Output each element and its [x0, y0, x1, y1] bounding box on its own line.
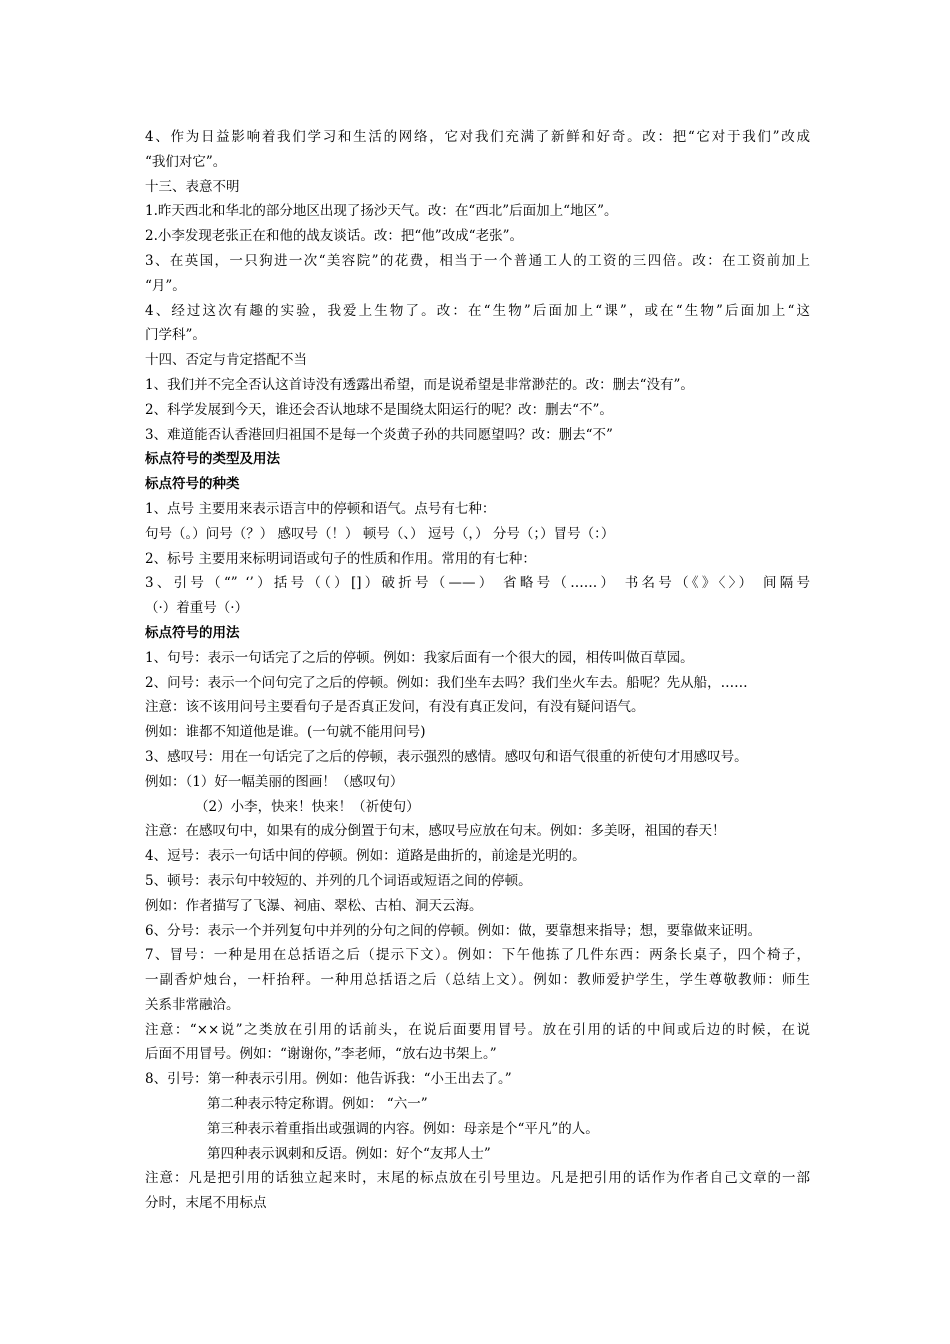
document-body — [145, 125, 810, 1216]
text-line: 3、感叹号：用在一句话完了之后的停顿，表示强烈的感情。感叹句和语气很重的祈使句才用感叹号。 — [145, 748, 748, 765]
text-line: 3、难道能否认香港回归祖国不是每一个炎黄子孙的共同愿望吗？改：删去“不” — [145, 426, 613, 443]
text-line: 第四种表示讽刺和反语。例如：好个“友邦人士” — [207, 1145, 491, 1162]
text-line: 1.昨天西北和华北的部分地区出现了扬沙天气。改：在“西北”后面加上“地区”。 — [145, 203, 618, 220]
text-line: 4、逗号：表示一句话中间的停顿。例如：道路是曲折的，前途是光明的。 — [145, 848, 586, 865]
text-line: 6、分号：表示一个并列复句中并列的分句之间的停顿。例如：做，要靠想来指导；想，要靠做来证明。 — [145, 922, 762, 939]
text-line: 1、句号：表示一句话完了之后的停顿。例如：我家后面有一个很大的园，相传叫做百草园。 — [145, 649, 694, 666]
text-line: “月”。 — [145, 277, 186, 294]
text-line: 5、顿号：表示句中较短的、并列的几个词语或短语之间的停顿。 — [145, 872, 532, 889]
text-line: 8、引号：第一种表示引用。例如：他告诉我：“小王出去了。” — [145, 1071, 512, 1088]
text-line: （·）着重号（·） — [145, 600, 249, 617]
text-line: 4、经过这次有趣的实验，我爱上生物了。改：在“生物”后面加上“课”，或在“生物”后面加上“这 — [145, 302, 810, 319]
text-line: 2、科学发展到今天，谁还会否认地球不是围绕太阳运行的呢？改：删去“不”。 — [145, 401, 613, 418]
text-line: 4、作为日益影响着我们学习和生活的网络，它对我们充满了新鲜和好奇。改：把“它对于我们”改成 — [145, 129, 810, 145]
text-line: 3、引号（“” ‘’）括号（（）[]）破折号（——） 省略号（……） 书名号（《》〈〉） 间隔号 — [145, 575, 810, 592]
text-line: （2）小李，快来！快来！（祈使句） — [195, 798, 420, 815]
text-line: 2.小李发现老张正在和他的战友谈话。改：把“他”改成“老张”。 — [145, 228, 523, 245]
text-line: 注意：在感叹句中，如果有的成分倒置于句末，感叹号应放在句末。例如：多美呀，祖国的春天！ — [145, 823, 726, 840]
section-heading: 标点符号的类型及用法 — [145, 451, 280, 468]
text-line: 十四、否定与肯定搭配不当 — [145, 352, 307, 369]
text-line: 1、我们并不完全否认这首诗没有透露出希望，而是说希望是非常渺茫的。改：删去“没有”。 — [145, 376, 694, 393]
text-line: 2、问号：表示一个问句完了之后的停顿。例如：我们坐车去吗？我们坐火车去。船呢？先从船，…… — [145, 674, 748, 691]
text-line: 门学科”。 — [145, 327, 206, 344]
text-line: 注意：“××说”之类放在引用的话前头，在说后面要用冒号。放在引用的话的中间或后边的时候，在说 — [145, 1021, 810, 1038]
text-line: 一副香炉烛台，一杆抬秤。一种用总括语之后（总结上文）。例如：教师爱护学生，学生尊敬教师：师生 — [145, 972, 810, 989]
text-line: 例如：谁都不知道他是谁。(一句就不能用问号) — [145, 724, 426, 741]
section-heading: 标点符号的用法 — [145, 624, 240, 641]
text-line: 分时，末尾不用标点 — [145, 1195, 267, 1212]
text-line: 关系非常融洽。 — [145, 996, 240, 1013]
text-line: 例如：（1）好一幅美丽的图画！（感叹句） — [145, 773, 404, 790]
text-line: 3、在英国，一只狗进一次“美容院”的花费，相当于一个普通工人的工资的三四倍。改：在工资前加上 — [145, 252, 810, 269]
text-line: 第三种表示着重指出或强调的内容。例如：母亲是个“平凡”的人。 — [207, 1120, 599, 1137]
text-line: 2、标号 主要用来标明词语或句子的性质和作用。常用的有七种： — [145, 550, 536, 567]
text-line: 十三、表意不明 — [145, 178, 240, 195]
section-heading: 标点符号的种类 — [145, 476, 240, 493]
text-line: “我们对它”。 — [145, 153, 227, 170]
text-line: 1、点号 主要用来表示语言中的停顿和语气。点号有七种： — [145, 500, 496, 517]
text-line: 第二种表示特定称谓。例如： “六一” — [207, 1096, 428, 1113]
text-line: 注意：该不该用问号主要看句子是否真正发问，有没有真正发问，有没有疑问语气。 — [145, 699, 645, 716]
text-line: 例如：作者描写了飞瀑、祠庙、翠松、古柏、洞天云海。 — [145, 897, 483, 914]
text-line: 注意：凡是把引用的话独立起来时，末尾的标点放在引号里边。凡是把引用的话作为作者自己文章的一部 — [145, 1170, 810, 1187]
text-line: 句号（。）问号（？） 感叹号（！） 顿号（、） 逗号（，） 分号（；）冒号（：） — [145, 525, 615, 542]
text-line: 7、冒号：一种是用在总括语之后（提示下文）。例如：下午他拣了几件东西：两条长桌子，四个椅子， — [145, 947, 810, 964]
text-line: 后面不用冒号。例如：“谢谢你，”李老师，“放右边书架上。” — [145, 1046, 497, 1063]
